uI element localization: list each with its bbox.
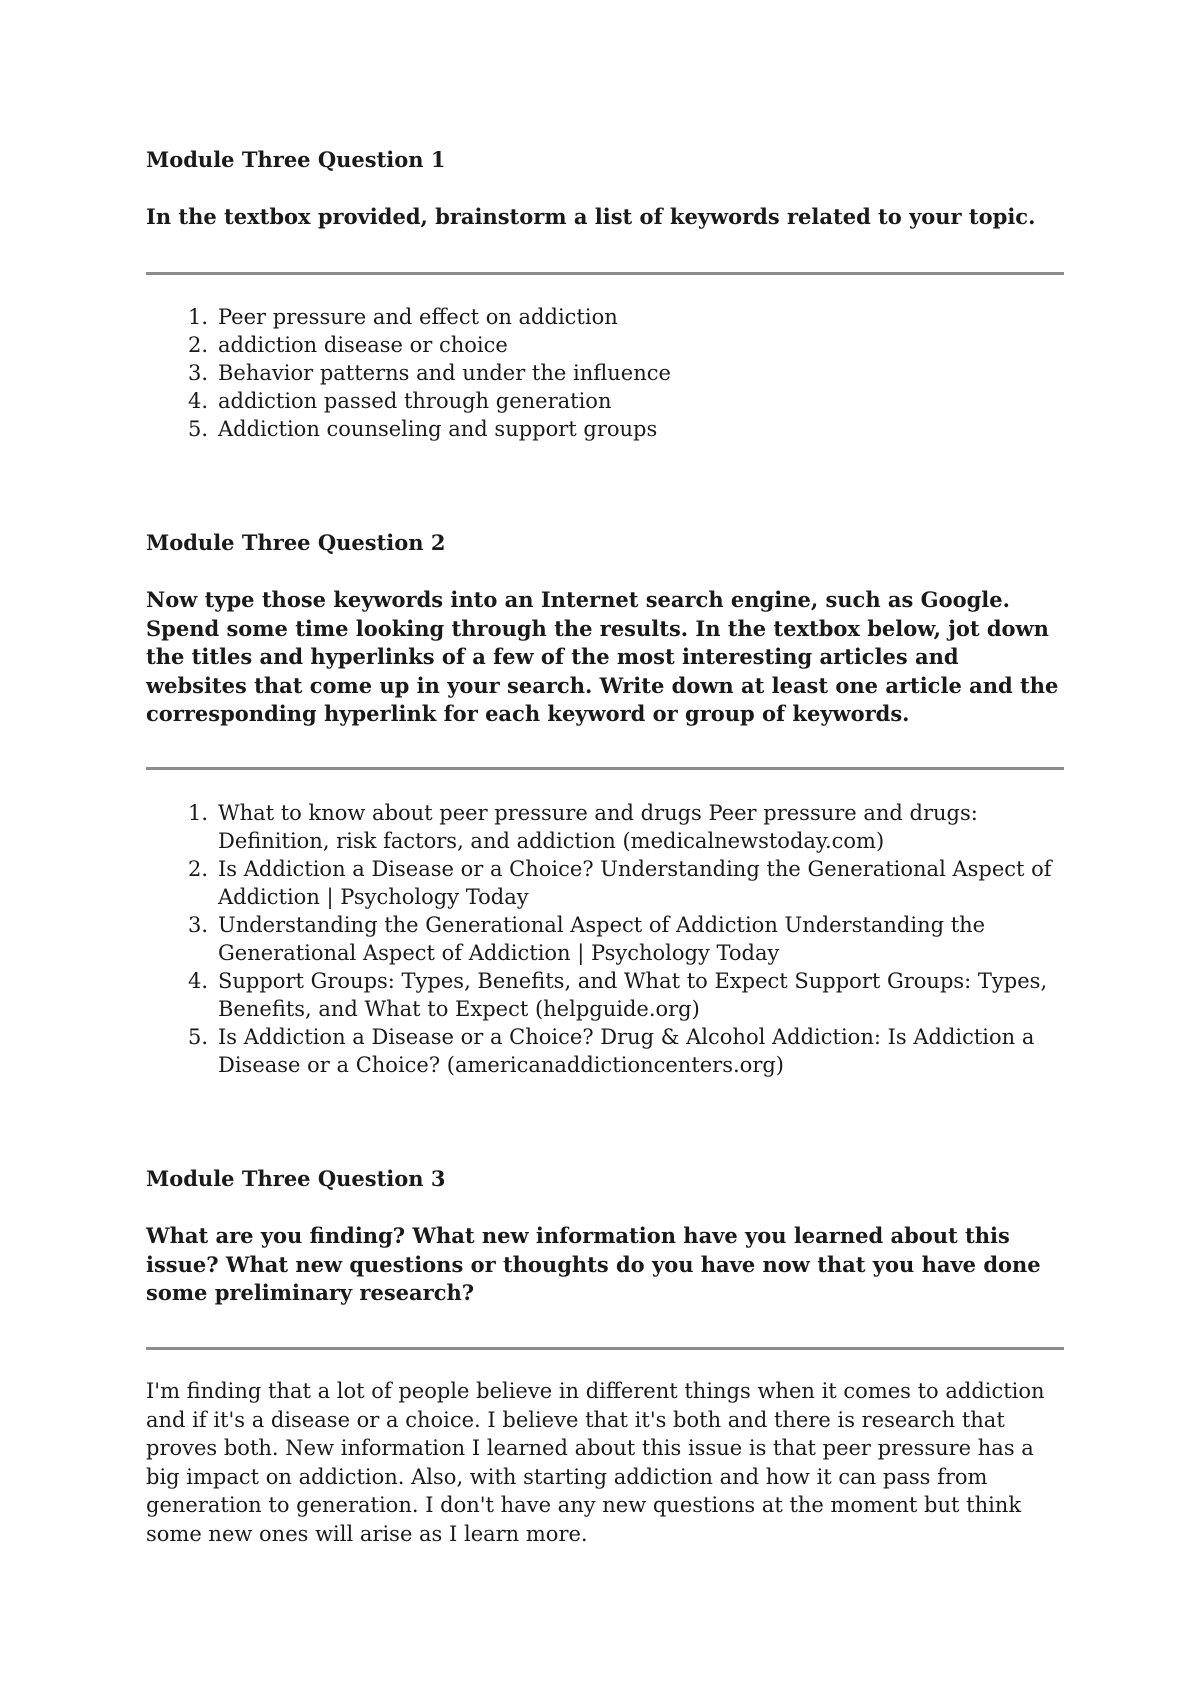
list-item: [146, 967, 1064, 1023]
list-item-text: Support Groups: Types, Benefits, and What to Expect Support Groups: Types, Benefits, and What to Expect (helpguide.org): [218, 969, 1048, 1021]
q1-prompt: In the textbox provided, brainstorm a list of keywords related to your topic.: [146, 204, 1036, 229]
list-number: 2.: [188, 857, 209, 881]
q2-heading: Module Three Question 2: [146, 530, 446, 555]
list-item-text: Addiction counseling and support groups: [218, 417, 658, 441]
list-item: [146, 331, 1064, 359]
q3-answer-text: I'm finding that a lot of people believe in different things when it comes to addiction and if it's a disease or a choice. I believe that it's both and there is research that proves both. New information I learned about this issue is that peer pressure has a big impact on addiction. Also, with starting addiction and how it can pass from generation to generation. I don't have any new questions at the moment but think some new ones will arise as I learn more.: [146, 1379, 1045, 1546]
list-item-text: Is Addiction a Disease or a Choice? Drug & Alcohol Addiction: Is Addiction a Disease or a Choice? (americanaddictioncenters.org): [218, 1025, 1035, 1077]
list-item-text: Peer pressure and effect on addiction: [218, 305, 618, 329]
list-number: 2.: [188, 333, 209, 357]
list-item: [146, 855, 1064, 911]
list-item: [146, 359, 1064, 387]
q2-answer-list: [146, 799, 1064, 1079]
list-item-text: Is Addiction a Disease or a Choice? Understanding the Generational Aspect of Addiction | Psychology Today: [218, 857, 1052, 909]
q2-answer-divider: [146, 767, 1064, 770]
q1-answer-list: [146, 303, 1064, 443]
q1-answer-divider: [146, 272, 1064, 275]
list-number: 1.: [188, 305, 209, 329]
list-item: [146, 911, 1064, 967]
list-item: [146, 415, 1064, 443]
list-number: 5.: [188, 1025, 209, 1049]
list-number: 1.: [188, 801, 209, 825]
list-number: 3.: [188, 913, 209, 937]
list-item: [146, 303, 1064, 331]
list-item-text: Understanding the Generational Aspect of Addiction Understanding the Generational Aspect of Addiction | Psychology Today: [218, 913, 986, 965]
list-item: [146, 1023, 1064, 1079]
q2-prompt: Now type those keywords into an Internet search engine, such as Google. Spend some time looking through the results. In the textbox below, jot down the titles and hyperlinks of a few of the most interesting articles and websites that come up in your search. Write down at least one article and the corresponding hyperlink for each keyword or group of keywords.: [146, 587, 1059, 726]
list-item-text: addiction disease or choice: [218, 333, 508, 357]
q3-answer-divider: [146, 1347, 1064, 1350]
list-item: [146, 387, 1064, 415]
list-number: 3.: [188, 361, 209, 385]
list-number: 4.: [188, 389, 209, 413]
q3-heading: Module Three Question 3: [146, 1166, 446, 1191]
q3-prompt: What are you finding? What new information have you learned about this issue? What new questions or thoughts do you have now that you have done some preliminary research?: [146, 1223, 1041, 1305]
list-number: 4.: [188, 969, 209, 993]
list-item: [146, 799, 1064, 855]
q1-heading: Module Three Question 1: [146, 147, 446, 172]
list-number: 5.: [188, 417, 209, 441]
list-item-text: What to know about peer pressure and drugs Peer pressure and drugs: Definition, risk factors, and addiction (medicalnewstoday.com): [218, 801, 978, 853]
list-item-text: Behavior patterns and under the influence: [218, 361, 671, 385]
list-item-text: addiction passed through generation: [218, 389, 612, 413]
